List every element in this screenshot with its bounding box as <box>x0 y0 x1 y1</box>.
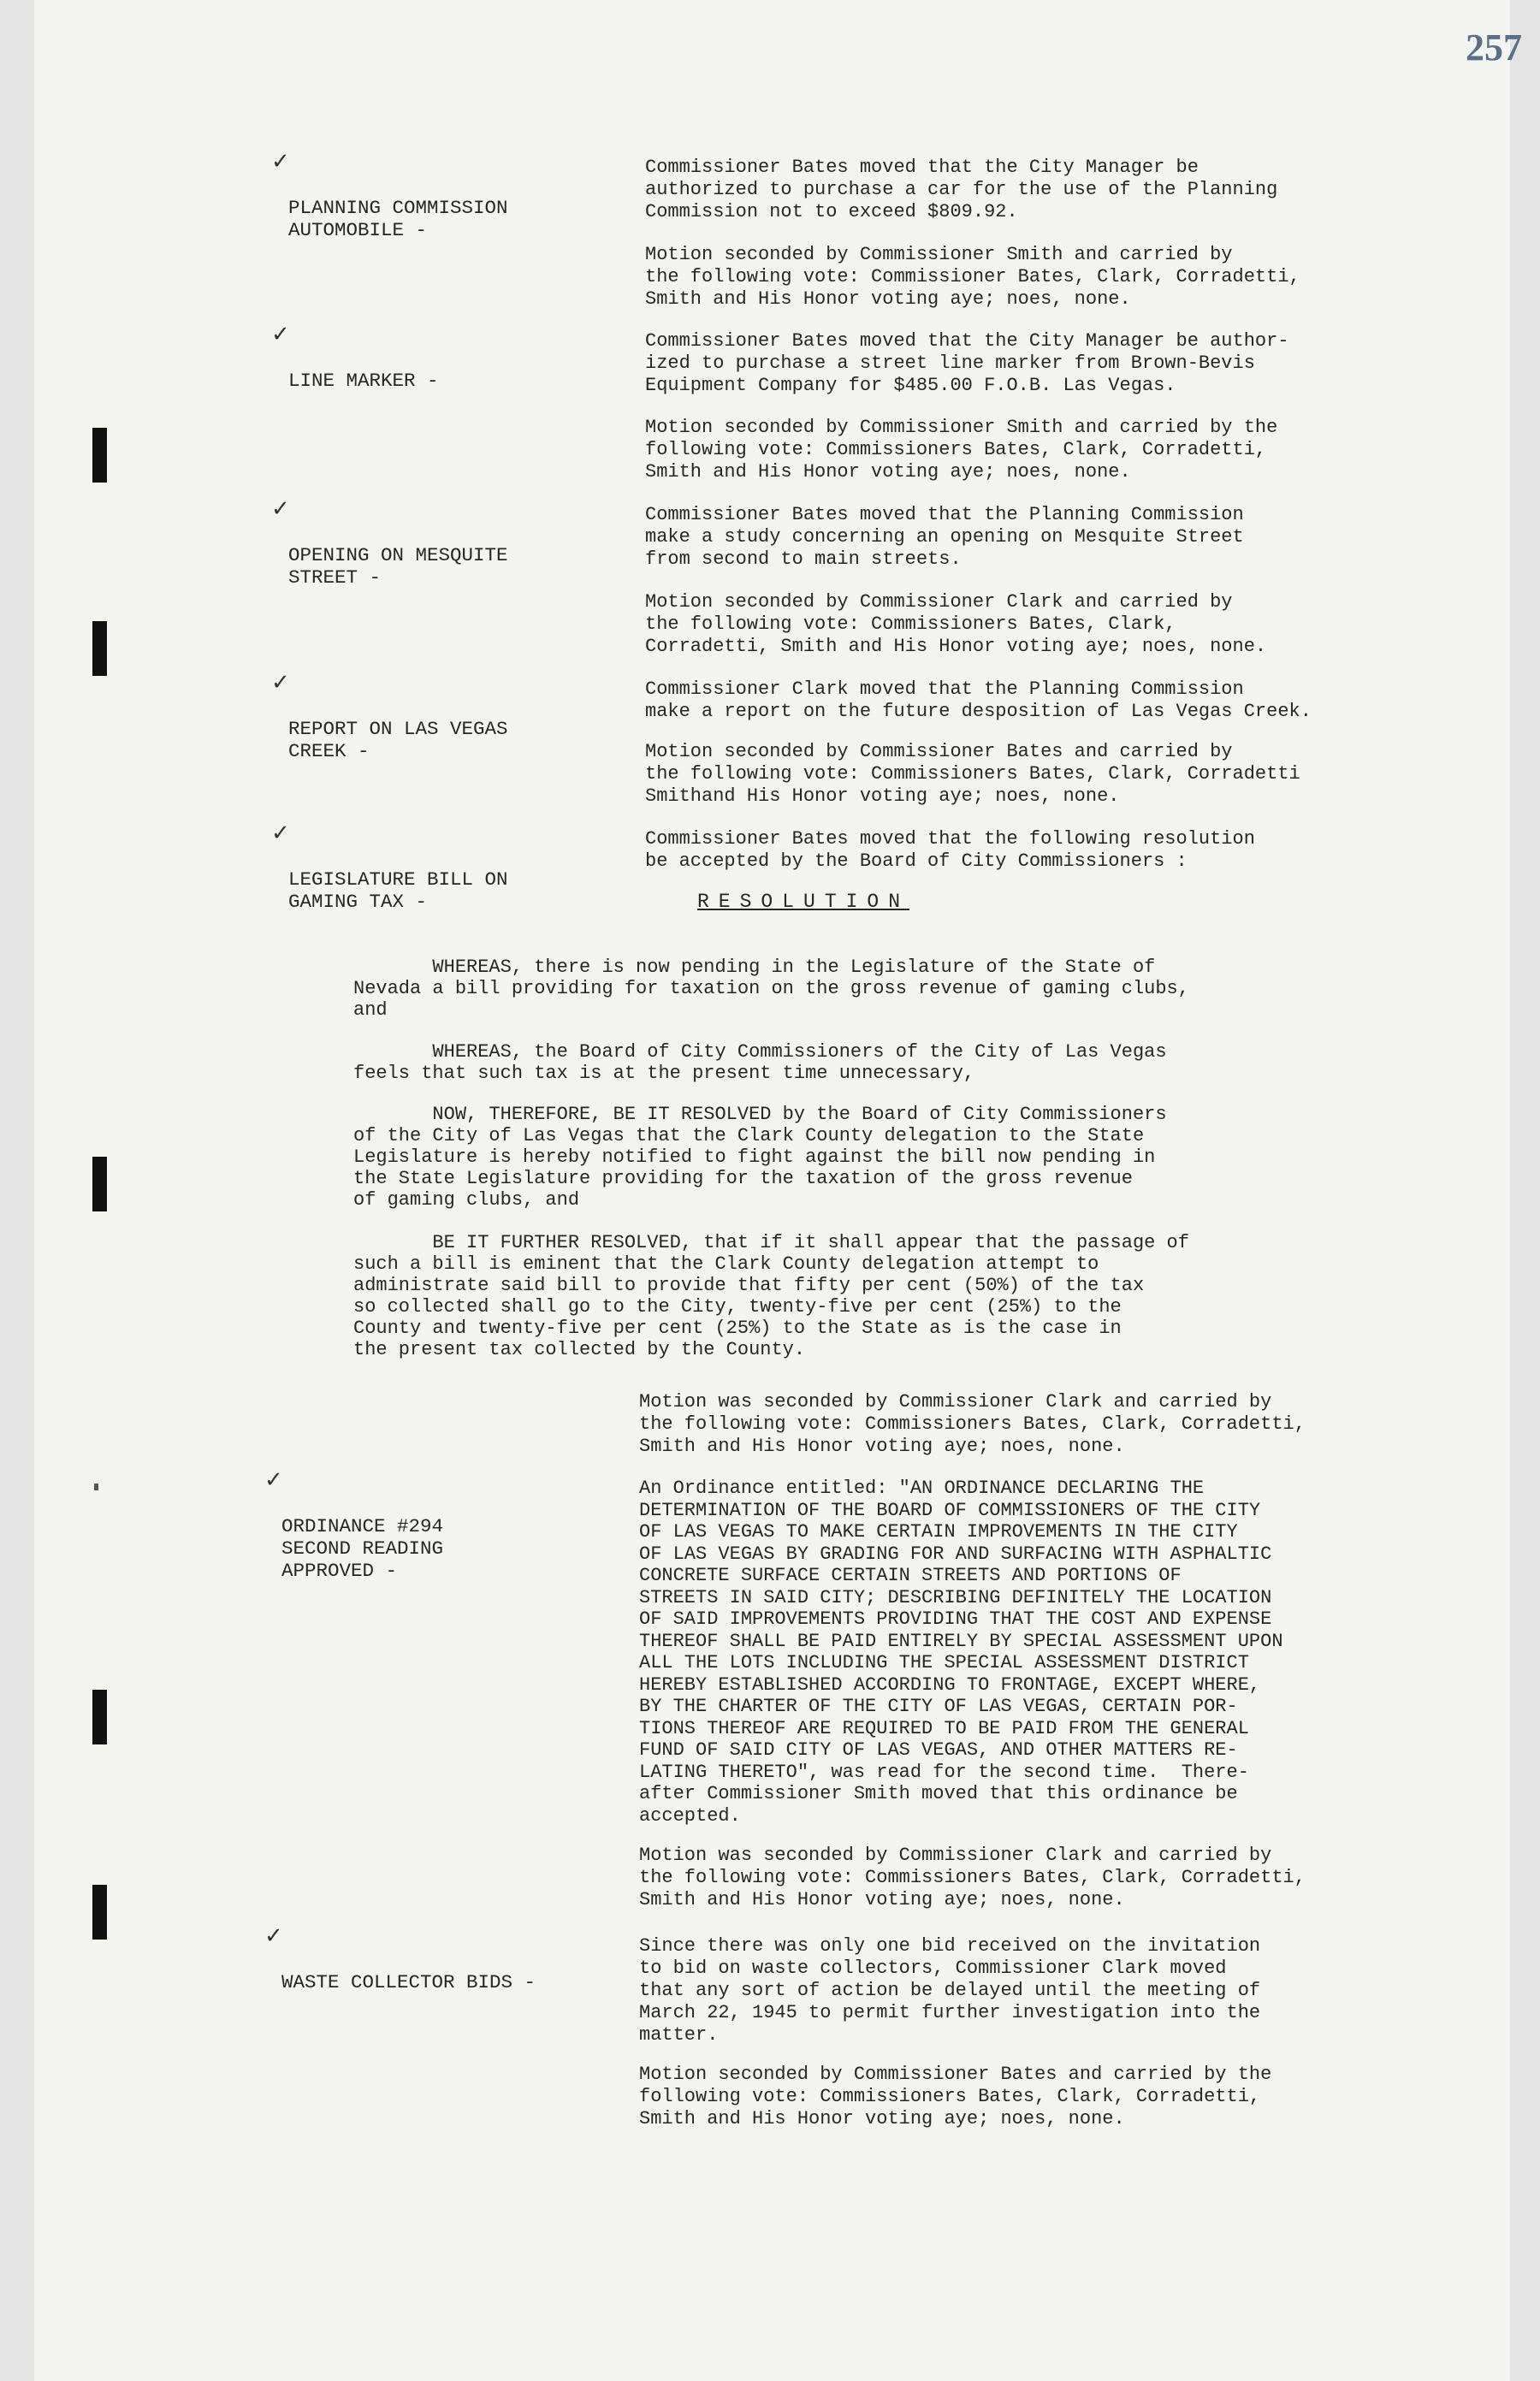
document-page <box>34 0 1522 2381</box>
waste-body: Since there was only one bid received on the invitation to bid on waste collectors, Commissioner Clark moved that any sort of action be delayed until the meeting of March 22, 1945 to permit further investigation into the matter. <box>639 1935 1261 2046</box>
item-body: Commissioner Bates moved that the City Manager be author- ized to purchase a street line marker from Brown-Bevis Equipment Company for $485.00 F.O.B. Las Vegas. <box>645 330 1289 396</box>
margin-tick <box>94 1484 98 1490</box>
item-body: Motion seconded by Commissioner Smith and carried by the following vote: Commissioner Bates, Clark, Corradetti, Smith and His Honor voting aye; noes, none. <box>645 244 1300 310</box>
item-body: Commissioner Clark moved that the Planning Commission make a report on the future desposition of Las Vegas Creek. <box>645 678 1312 722</box>
binding-mark <box>92 428 107 483</box>
item-heading: ✓ LEGISLATURE BILL ON GAMING TAX - <box>271 820 508 913</box>
item-body: Motion seconded by Commissioner Clark and carried by the following vote: Commissioners Bates, Clark, Corradetti, Smith and His Honor voting aye; noes, none. <box>645 591 1267 657</box>
page-number: 257 <box>1466 27 1522 68</box>
item-heading: ✓ REPORT ON LAS VEGAS CREEK - <box>271 670 508 762</box>
checkmark-icon: ✓ <box>264 1923 283 1949</box>
item-body: Commissioner Bates moved that the City Manager be authorized to purchase a car for the use of the Planning Commission not to exceed $809.92. <box>645 157 1278 222</box>
resolution-motion: Motion was seconded by Commissioner Clark and carried by the following vote: Commissioners Bates, Clark, Corradetti, Smith and His Honor voting aye; noes, none. <box>639 1391 1306 1457</box>
checkmark-icon: ✓ <box>271 820 290 846</box>
checkmark-icon: ✓ <box>271 149 290 175</box>
resolution-title: RESOLUTION <box>697 891 910 913</box>
item-heading: ✓ PLANNING COMMISSION AUTOMOBILE - <box>271 149 508 241</box>
item-heading: ✓ ORDINANCE #294 SECOND READING APPROVED - <box>264 1467 444 1582</box>
ordinance-motion: Motion was seconded by Commissioner Clark and carried by the following vote: Commissioners Bates, Clark, Corradetti, Smith and His Honor voting aye; noes, none. <box>639 1845 1306 1910</box>
item-heading: ✓ LINE MARKER - <box>271 322 439 392</box>
ordinance-body: An Ordinance entitled: "AN ORDINANCE DECLARING THE DETERMINATION OF THE BOARD OF COMMISSIONERS OF THE CITY OF LAS VEGAS TO MAKE CERTAIN IMPROVEMENTS IN THE CITY OF LAS VEGAS BY GRADING FOR AND SURFACING WITH ASPHALTIC CONCRETE SURFACE CERTAIN STREETS AND PORTIONS OF STREETS IN SAID CITY; DESCRIBING DEFINITELY THE LOCATION OF SAID IMPROVEMENTS PROVIDING THAT THE COST AND EXPENSE THEREOF SHALL BE PAID ENTIRELY BY SPECIAL ASSESSMENT UPON ALL THE LOTS INCLUDING THE SPECIAL ASSESSMENT DISTRICT HEREBY ESTABLISHED ACCORDING TO FRONTAGE, EXCEPT WHERE, BY THE CHARTER OF THE CITY OF LAS VEGAS, CERTAIN POR- TIONS THEREOF ARE REQUIRED TO BE PAID FROM THE GENERAL FUND OF SAID CITY OF LAS VEGAS, AND OTHER MATTERS RE- LATING THERETO", was read for the second time. There- after Commissioner Smith moved that this ordinance be accepted. <box>639 1478 1283 1827</box>
binding-mark <box>92 1157 107 1211</box>
checkmark-icon: ✓ <box>264 1467 283 1493</box>
item-heading: ✓ WASTE COLLECTOR BIDS - <box>264 1923 536 1993</box>
checkmark-icon: ✓ <box>271 496 290 522</box>
item-heading: ✓ OPENING ON MESQUITE STREET - <box>271 496 508 589</box>
checkmark-icon: ✓ <box>271 670 290 696</box>
item-body: Commissioner Bates moved that the Planning Commission make a study concerning an opening on Mesquite Street from second to main streets. <box>645 504 1244 570</box>
waste-motion: Motion seconded by Commissioner Bates and carried by the following vote: Commissioners Bates, Clark, Corradetti, Smith and His Honor voting aye; noes, none. <box>639 2064 1272 2129</box>
binding-mark <box>92 1885 107 1940</box>
resolution-paragraph: BE IT FURTHER RESOLVED, that if it shall appear that the passage of such a bill is eminent that the Clark County delegation attempt to administrate said bill to provide that fifty per cent (50%) of the tax so collected shall go to the City, twenty-five per cent (25%) to the County and twenty-five per cent (25%) to the State as is the case in the present tax collected by the County. <box>353 1232 1189 1360</box>
resolution-paragraph: NOW, THEREFORE, BE IT RESOLVED by the Board of City Commissioners of the City of Las Vegas that the Clark County delegation to the State Legislature is hereby notified to fight against the bill now pending in the State Legislature providing for the taxation of the gross revenue of gaming clubs, and <box>353 1104 1167 1211</box>
resolution-paragraph: WHEREAS, the Board of City Commissioners of the City of Las Vegas feels that such tax is at the present time unnecessary, <box>353 1041 1167 1084</box>
binding-mark <box>92 621 107 676</box>
item-body: Commissioner Bates moved that the following resolution be accepted by the Board of City Commissioners : <box>645 828 1255 872</box>
checkmark-icon: ✓ <box>271 322 290 347</box>
binding-mark <box>92 1690 107 1744</box>
resolution-paragraph: WHEREAS, there is now pending in the Legislature of the State of Nevada a bill providing for taxation on the gross revenue of gaming clubs, and <box>353 957 1189 1021</box>
item-body: Motion seconded by Commissioner Smith and carried by the following vote: Commissioners Bates, Clark, Corradetti, Smith and His Honor voting aye; noes, none. <box>645 417 1278 483</box>
item-body: Motion seconded by Commissioner Bates and carried by the following vote: Commissioners Bates, Clark, Corradetti Smithand His Honor voting aye; noes, none. <box>645 741 1300 807</box>
